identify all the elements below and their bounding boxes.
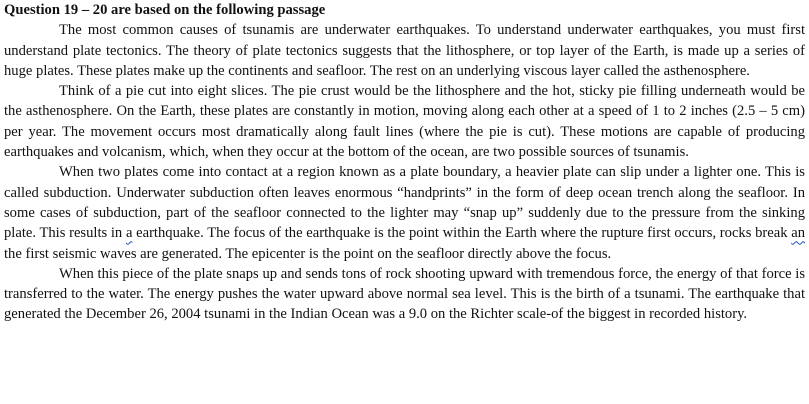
question-heading: Question 19 – 20 are based on the following passage <box>4 2 326 18</box>
paragraph-2: Think of a pie cut into eight slices. The pie crust would be the lithosphere and the hot, sticky pie filling underneath would be the asthenosphere. On the Earth, these plates are constantly in motion, moving along each other at a speed of 1 to 2 inches (2.5 – 5 cm) per year. The movement occurs most dramatically along fault lines (where the pie is cut). These motions are capable of producing earthquakes and volcanism, which, when they occur at the bottom of the ocean, are two possible sources of tsunamis. <box>4 83 805 161</box>
paragraph-3-text-middle: earthquake. The focus of the earthquake is the point within the Earth where the rupture first occurs, rocks break <box>132 225 792 242</box>
grammar-marked-word-a: a <box>125 225 133 242</box>
paragraph-3-text-end: the first seismic waves are generated. The epicenter is the point on the seafloor directly above the focus. <box>4 245 612 262</box>
paragraph-1: The most common causes of tsunamis are underwater earthquakes. To understand underwater earthquakes, you must first understand plate tectonics. The theory of plate tectonics suggests that the lithosphere, or top layer of the Earth, is made up a series of huge plates. These plates make up the continents and seafloor. The rest on an underlying viscous layer called the asthenosphere. <box>4 22 805 79</box>
grammar-marked-word-an: an <box>791 225 805 242</box>
paragraph-3 <box>4 162 805 263</box>
paragraph-3-text-start: When two plates come into contact at a region known as a plate boundary, a heavier plate can slip under a lighter one. This is called subduction. Underwater subduction often leaves enormous “handprints” in the form of deep ocean trench along the seafloor. In some cases of subduction, part of the seafloor connected to the lighter may “snap up” suddenly due to the pressure from the sinking plate. This results in <box>4 164 805 242</box>
paragraph-4: When this piece of the plate snaps up and sends tons of rock shooting upward with tremendous force, the energy of that force is transferred to the water. The energy pushes the water upward above normal sea level. This is the birth of a tsunami. The earthquake that generated the December 26, 2004 tsunami in the Indian Ocean was a 9.0 on the Richter scale-of the biggest in recorded history. <box>4 265 805 323</box>
